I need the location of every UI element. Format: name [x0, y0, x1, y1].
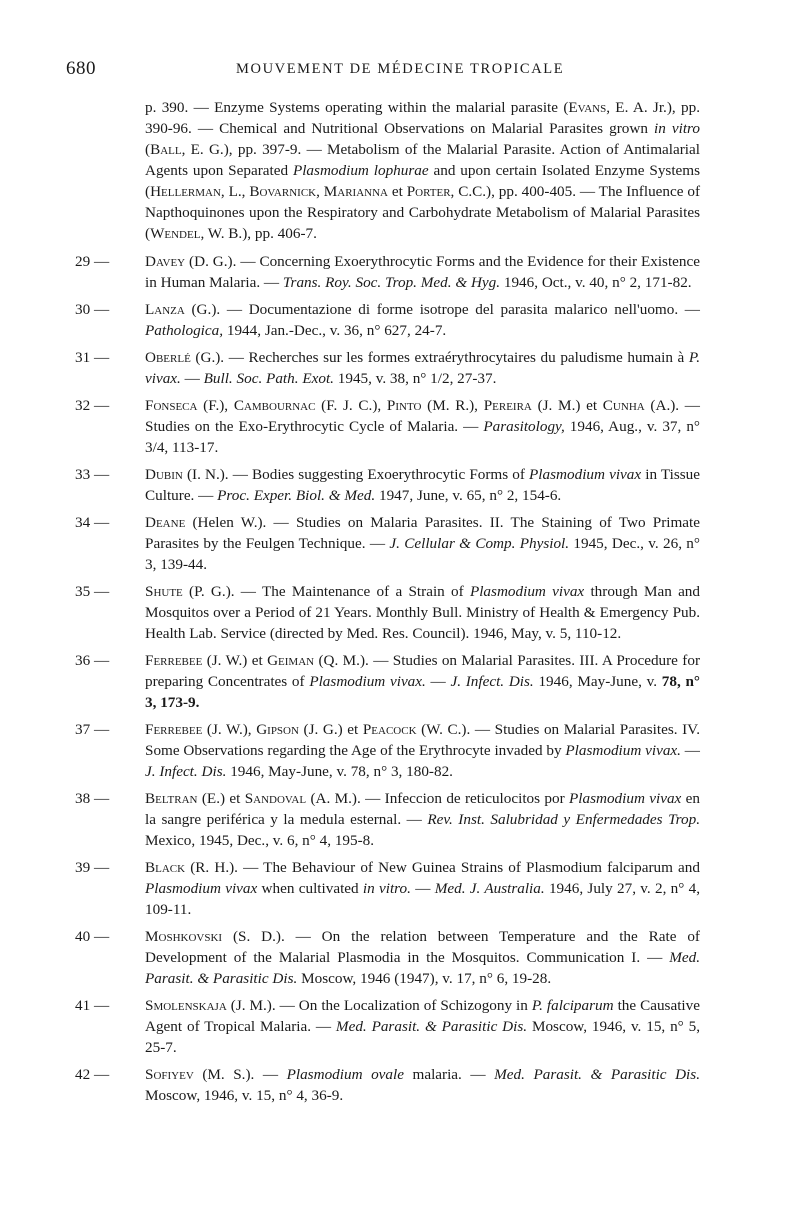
reference-entry — [75, 995, 700, 1058]
author-name: Beltran — [145, 790, 198, 807]
reference-number: 41 — — [75, 997, 110, 1014]
italic-text: Med. Parasit. & Parasitic Dis. — [335, 1018, 528, 1035]
reference-text: 1944, Jan.-Dec., v. 36, n° 627, 24-7. — [223, 322, 447, 339]
reference-text: (J. G.) et — [298, 721, 363, 738]
reference-entry — [75, 1064, 700, 1106]
reference-text: and upon certain Isolated Enzyme Systems ( — [145, 162, 701, 200]
italic-text: Med. J. Australia. — [434, 880, 545, 897]
reference-text: (R. H.). — The Behaviour of New Guinea Strains of Plasmodium falciparum and — [185, 859, 700, 876]
page-header — [66, 58, 736, 82]
italic-text: Rev. Inst. Salubridad y Enfermedades Trop. — [427, 811, 701, 828]
author-name: Cunha — [602, 397, 645, 414]
italic-text: Plasmodium vivax — [568, 790, 682, 807]
reference-text: Mexico, 1945, Dec., v. 6, n° 4, 195-8. — [145, 832, 375, 849]
italic-text: in vitro — [654, 120, 700, 137]
italic-text: Plasmodium vivax — [529, 466, 642, 483]
reference-text: Moscow, 1946, v. 15, n° 4, 36-9. — [145, 1087, 344, 1104]
reference-text: p. 390. — Enzyme Systems operating within the malarial parasite ( — [145, 99, 569, 116]
reference-text: (J. M.). — On the Localization of Schizogony in — [226, 997, 532, 1014]
reference-number: 31 — — [75, 349, 110, 366]
author-name: Wendel — [150, 225, 201, 242]
reference-text: malaria. — — [403, 1066, 495, 1083]
reference-text: — — [180, 370, 204, 387]
reference-text: (A.). — Studies on the Exo-Erythrocytic Cycle of Malaria. — — [145, 397, 700, 435]
reference-entry — [75, 650, 700, 713]
reference-number: 30 — — [75, 301, 110, 318]
reference-text: Moscow, 1946, v. 15, n° 5, 25-7. — [145, 1018, 700, 1056]
reference-number: 32 — — [75, 397, 110, 414]
italic-text: P. vivax. — [145, 349, 700, 387]
reference-text: — — [410, 880, 435, 897]
italic-text: Plasmodium ovale — [286, 1066, 404, 1083]
italic-text: Plasmodium lophurae — [292, 162, 429, 179]
reference-entry — [75, 512, 700, 575]
reference-number: 35 — — [75, 583, 110, 600]
reference-text: (I. N.). — Bodies suggesting Exoerythrocytic Forms of — [182, 466, 530, 483]
italic-text: Med. Parasit. & Parasitic Dis. — [494, 1066, 700, 1083]
reference-text: (F.), — [197, 397, 234, 414]
reference-continuation — [75, 97, 700, 244]
italic-text: in vitro. — [362, 880, 411, 897]
author-name: Peacock — [362, 721, 417, 738]
reference-text: (Helen W.). — Studies on Malaria Parasites. II. The Staining of Two Primate Parasites by the Feulgen Technique. — — [145, 514, 700, 552]
reference-text: (G.). — Documentazione di forme isotrope del parasita malarico nell'uomo. — — [184, 301, 700, 318]
reference-text: 1946, Oct., v. 40, n° 2, 171-82. — [500, 274, 692, 291]
reference-text: (M. S.). — — [193, 1066, 287, 1083]
reference-text: the Causative Agent of Tropical Malaria. — — [145, 997, 700, 1035]
reference-text: , L., — [220, 183, 250, 200]
author-name: Moshkovski — [145, 928, 223, 945]
author-name: Fonseca — [145, 397, 198, 414]
author-name: Smolenskaja — [145, 997, 227, 1014]
reference-entry — [75, 464, 700, 506]
reference-text: 1945, v. 38, n° 1/2, 27-37. — [333, 370, 497, 387]
author-name: Black — [145, 859, 186, 876]
reference-text: (J. W.), — [202, 721, 257, 738]
reference-entry — [75, 251, 700, 293]
reference-text: (P. G.). — The Maintenance of a Strain of — [182, 583, 470, 600]
reference-text: through Man and Mosquitos over a Period of 21 Years. Monthly Bull. Ministry of Health & Emergency Pub. Health Lab. Service (directed by Med. Res. Council). 1946, May, v. 5, 110-12. — [145, 583, 700, 642]
reference-text: — — [680, 742, 700, 759]
reference-text: when cultivated — [257, 880, 363, 897]
reference-text: en la sangre periférica y la medula esternal. — — [145, 790, 700, 828]
italic-text: Proc. Exper. Biol. & Med. — [217, 487, 376, 504]
author-name: Hellerman — [150, 183, 221, 200]
reference-entry — [75, 581, 700, 644]
author-name: Oberlé — [145, 349, 191, 366]
reference-text: , W. B.), pp. 406-7. — [200, 225, 317, 242]
reference-text: 1946, May-June, v. 78, n° 3, 180-82. — [226, 763, 453, 780]
italic-text: Parasitology, — [483, 418, 565, 435]
reference-entry — [75, 719, 700, 782]
reference-number: 38 — — [75, 790, 110, 807]
italic-text: J. Infect. Dis. — [450, 673, 534, 690]
reference-text: (J. M.) et — [531, 397, 603, 414]
italic-text: J. Infect. Dis. — [145, 763, 227, 780]
italic-text: Plasmodium vivax — [469, 583, 585, 600]
author-name: Geiman — [267, 652, 315, 669]
author-name: Ferrebee — [145, 721, 203, 738]
italic-text: Med. Parasit. & Parasitic Dis. — [145, 949, 700, 987]
reference-number: 29 — — [75, 253, 110, 270]
author-name: Bovarnick, Marianna — [249, 183, 388, 200]
page-number: 680 — [66, 58, 96, 79]
reference-text: (M. R.), — [421, 397, 484, 414]
author-name: Deane — [145, 514, 186, 531]
reference-text: Moscow, 1946 (1947), v. 17, n° 6, 19-28. — [297, 970, 552, 987]
reference-text: , E. A. Jr.), pp. 390-96. — Chemical and Nutritional Observations on Malarial Parasites grown — [145, 99, 700, 137]
italic-text: J. Cellular & Comp. Physiol. — [389, 535, 570, 552]
running-title: MOUVEMENT DE MÉDECINE TROPICALE — [236, 61, 565, 77]
bold-text: 78, n° 3, 173-9. — [145, 673, 700, 711]
reference-number: 37 — — [75, 721, 110, 738]
reference-number: 40 — — [75, 928, 110, 945]
reference-text: — — [425, 673, 451, 690]
author-name: Gipson — [256, 721, 299, 738]
author-name: Ferrebee — [145, 652, 203, 669]
reference-text: et — [387, 183, 407, 200]
reference-text: (D. G.). — Concerning Exoerythrocytic Forms and the Evidence for their Existence in Human Malaria. — — [145, 253, 700, 291]
reference-number: 39 — — [75, 859, 110, 876]
reference-entry — [75, 299, 700, 341]
reference-text: 1946, July 27, v. 2, n° 4, 109-11. — [145, 880, 701, 918]
reference-number: 36 — — [75, 652, 110, 669]
reference-number: 33 — — [75, 466, 110, 483]
reference-text: in Tissue Culture. — — [145, 466, 700, 504]
reference-entry — [75, 347, 700, 389]
italic-text: Plasmodium vivax. — [309, 673, 426, 690]
author-name: Porter — [406, 183, 451, 200]
reference-text: 1947, June, v. 65, n° 2, 154-6. — [375, 487, 562, 504]
reference-number: 42 — — [75, 1066, 110, 1083]
reference-text: (A. M.). — Infeccion de reticulocitos por — [306, 790, 569, 807]
reference-text: 1945, Dec., v. 26, n° 3, 139-44. — [145, 535, 700, 573]
reference-entry — [75, 788, 700, 851]
author-name: Pinto — [386, 397, 422, 414]
reference-entry — [75, 926, 700, 989]
reference-text: 1946, Aug., v. 37, n° 3/4, 113-17. — [145, 418, 700, 456]
author-name: Cambournac — [233, 397, 316, 414]
author-name: Evans — [568, 99, 607, 116]
italic-text: Pathologica, — [145, 322, 224, 339]
reference-text: (G.). — Recherches sur les formes extraérythrocytaires du paludisme humain à — [190, 349, 689, 366]
author-name: Lanza — [145, 301, 185, 318]
reference-text: (F. J. C.), — [315, 397, 387, 414]
author-name: Dubin — [145, 466, 183, 483]
author-name: Sandoval — [244, 790, 307, 807]
reference-text: (J. W.) et — [202, 652, 268, 669]
reference-text: 1946, May-June, v. — [533, 673, 662, 690]
reference-text: , C.C.), pp. 400-405. — The Influence of Napthoquinones upon the Respiratory and Carbohydrate Metabolism of Malarial Parasites ( — [145, 183, 701, 242]
reference-text: (S. D.). — On the relation between Temperature and the Rate of Development of the Malarial Plasmodia in the Mosquitos. Communication I. — — [145, 928, 700, 966]
italic-text: Trans. Roy. Soc. Trop. Med. & Hyg. — [282, 274, 501, 291]
reference-text: ( — [145, 141, 151, 158]
reference-text: (Q. M.). — Studies on Malarial Parasites. III. A Procedure for preparing Concentrates of — [145, 652, 701, 690]
reference-number: 34 — — [75, 514, 110, 531]
author-name: Pereira — [483, 397, 532, 414]
italic-text: Plasmodium vivax — [145, 880, 258, 897]
reference-text: , E. G.), pp. 397-9. — Metabolism of the Malarial Parasite. Action of Antimalarial Agents upon Separated — [145, 141, 700, 179]
author-name: Ball — [150, 141, 182, 158]
italic-text: P. falciparum — [531, 997, 614, 1014]
italic-text: Bull. Soc. Path. Exot. — [203, 370, 334, 387]
author-name: Shute — [145, 583, 183, 600]
italic-text: Plasmodium vivax. — [565, 742, 681, 759]
reference-entry — [75, 395, 700, 458]
reference-list — [75, 97, 700, 1112]
reference-entry — [75, 857, 700, 920]
author-name: Davey — [145, 253, 186, 270]
author-name: Sofiyev — [145, 1066, 194, 1083]
reference-text: (W. C.). — Studies on Malarial Parasites. IV. Some Observations regarding the Age of the Erythrocyte invaded by — [145, 721, 700, 759]
reference-text: (E.) et — [197, 790, 245, 807]
